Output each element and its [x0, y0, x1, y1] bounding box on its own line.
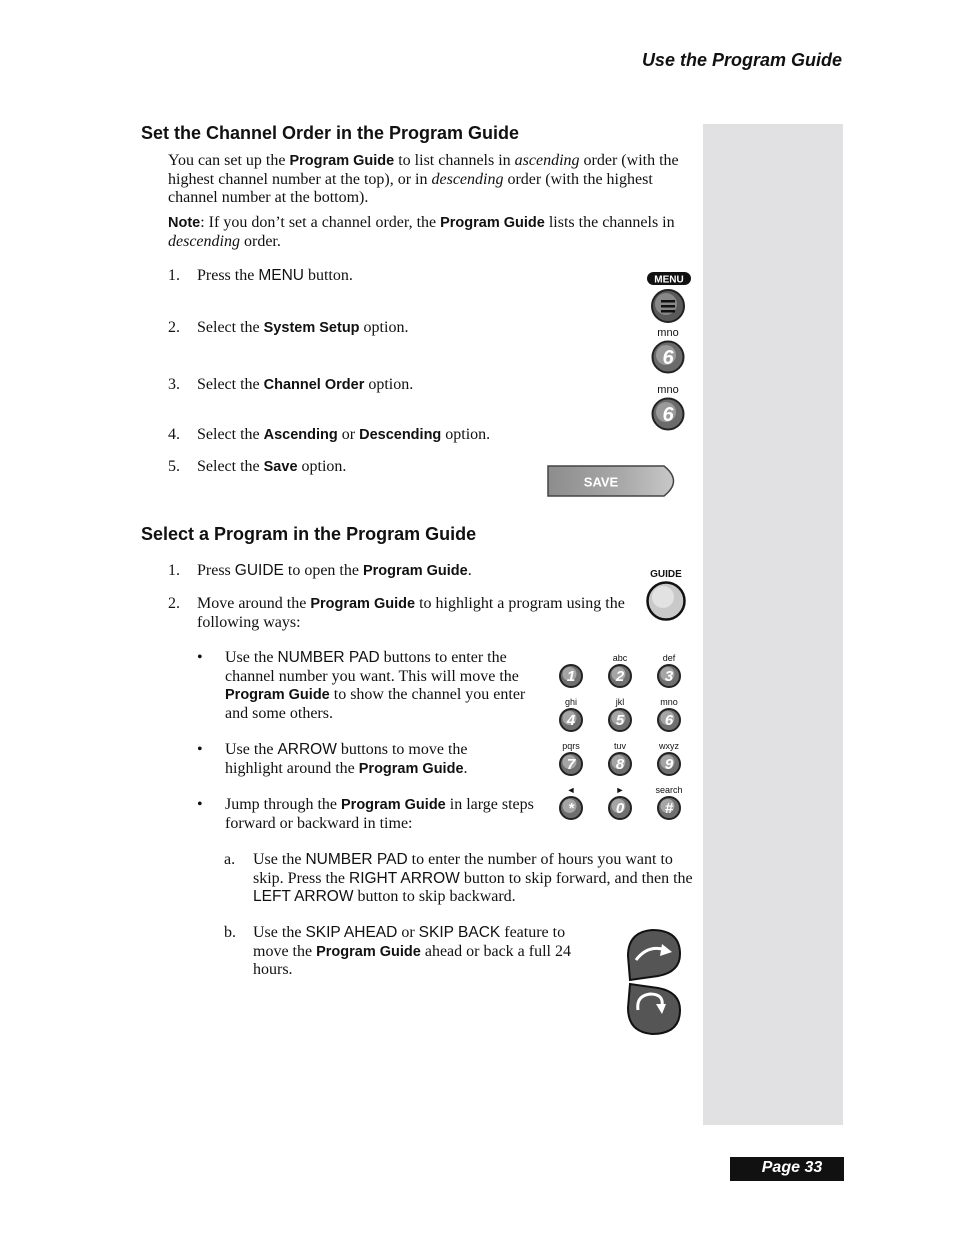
running-header: Use the Program Guide — [641, 50, 842, 70]
save-button-graphic — [546, 464, 686, 498]
keypad-key-label: wxyz — [659, 741, 679, 751]
bullet-mark: • — [197, 796, 203, 813]
svg-text:SAVE: SAVE — [583, 474, 619, 490]
six-key-icon — [648, 382, 692, 432]
keypad-key-label: pqrs — [562, 741, 580, 751]
bullet-text: Use the NUMBER PAD buttons to enter the channel number you want. This will move the Program Guide to show the channel you enter and some others. — [225, 649, 526, 722]
keypad-key-digit: 3 — [664, 668, 674, 685]
bullet-mark: • — [197, 649, 203, 666]
number-keypad-graphic — [550, 650, 695, 828]
bullet-text: Jump through the Program Guide in large steps forward or backward in time: — [225, 796, 534, 832]
step-number: 2. — [168, 595, 180, 612]
keypad-key-digit: 6 — [664, 712, 674, 729]
step-text: Move around the Program Guide to highlight a program using the following ways: — [197, 595, 625, 631]
step-number: 3. — [168, 376, 180, 393]
step-number: 1. — [168, 562, 180, 579]
step-number: 1. — [168, 267, 180, 284]
svg-text:6: 6 — [662, 404, 674, 426]
sub-item-text: Use the NUMBER PAD to enter the number of hours you want to skip. Press the RIGHT ARROW button to skip forward, and then the LEFT ARROW button to skip backward. — [253, 851, 693, 905]
svg-text:GUIDE: GUIDE — [650, 569, 682, 580]
step-number: 2. — [168, 319, 180, 336]
step-text: Select the Save option. — [197, 458, 347, 475]
skip-buttons-graphic — [622, 926, 686, 1040]
keypad-key-label: ◄ — [566, 785, 576, 795]
svg-text:mno: mno — [657, 384, 679, 396]
step-text: Select the Channel Order option. — [197, 376, 414, 393]
keypad-key-digit: 7 — [566, 756, 576, 773]
keypad-key-label: abc — [612, 653, 628, 663]
keypad-key — [658, 697, 680, 731]
keypad-key-digit: 1 — [566, 668, 576, 685]
keypad-key-digit: * — [568, 800, 574, 817]
bullet-text: Use the ARROW buttons to move the highlight around the Program Guide. — [225, 741, 468, 777]
bullet-mark: • — [197, 741, 203, 758]
svg-text:MENU: MENU — [654, 274, 684, 286]
keypad-key-digit: 8 — [615, 756, 625, 773]
step-number: 5. — [168, 458, 180, 475]
section-heading-select-program: Select a Program in the Program Guide — [141, 524, 477, 544]
sub-item-letter: a. — [224, 851, 236, 868]
step-text: Select the Ascending or Descending option. — [197, 426, 491, 443]
keypad-key-label: search — [655, 785, 683, 795]
section-heading-channel-order: Set the Channel Order in the Program Guide — [141, 123, 520, 143]
keypad-key — [655, 785, 682, 819]
step-text: Press GUIDE to open the Program Guide. — [197, 562, 472, 579]
keypad-key-digit: # — [664, 800, 674, 817]
keypad-key-label: mno — [660, 697, 678, 707]
keypad-key-digit: 2 — [615, 668, 625, 685]
keypad-key — [609, 785, 631, 819]
keypad-key — [560, 665, 582, 687]
keypad-key — [560, 741, 582, 775]
skip-back-icon — [628, 984, 680, 1034]
skip-ahead-icon — [628, 930, 680, 980]
sidebar-panel — [703, 124, 843, 1125]
keypad-key-label: tuv — [613, 741, 627, 751]
keypad-key-digit: 5 — [615, 712, 625, 729]
svg-text:6: 6 — [662, 347, 674, 369]
keypad-key — [560, 697, 582, 731]
intro-paragraph: You can set up the Program Guide to list channels in ascending order (with the highest channel number at the top), or in descending order (with the highest channel number at the bottom). — [168, 152, 679, 206]
keypad-key — [658, 741, 680, 775]
keypad-key-label: jkl — [615, 697, 625, 707]
keypad-key-digit: 4 — [566, 712, 576, 729]
keypad-key-digit: 9 — [664, 756, 674, 773]
guide-button-icon — [642, 565, 690, 623]
step-number: 4. — [168, 426, 180, 443]
keypad-key — [609, 741, 631, 775]
page-number: Page 33 — [730, 1157, 844, 1181]
keypad-key-label: ► — [615, 785, 625, 795]
svg-text:mno: mno — [657, 327, 679, 339]
keypad-key-label: def — [662, 653, 676, 663]
six-key-icon — [648, 325, 692, 375]
step-text: Press the MENU button. — [197, 267, 353, 284]
keypad-key — [609, 653, 631, 687]
keypad-key — [560, 785, 582, 819]
keypad-key-digit: 0 — [615, 800, 625, 817]
sub-item-text: Use the SKIP AHEAD or SKIP BACK feature to move the Program Guide ahead or back a full 24 hours. — [253, 924, 571, 978]
note-paragraph: Note: If you don’t set a channel order, the Program Guide lists the channels in descending order. — [168, 214, 675, 250]
menu-button-icon — [644, 270, 694, 326]
keypad-key — [609, 697, 631, 731]
keypad-key — [658, 653, 680, 687]
sub-item-letter: b. — [224, 924, 236, 941]
keypad-key-label: ghi — [564, 697, 578, 707]
step-text: Select the System Setup option. — [197, 319, 409, 336]
